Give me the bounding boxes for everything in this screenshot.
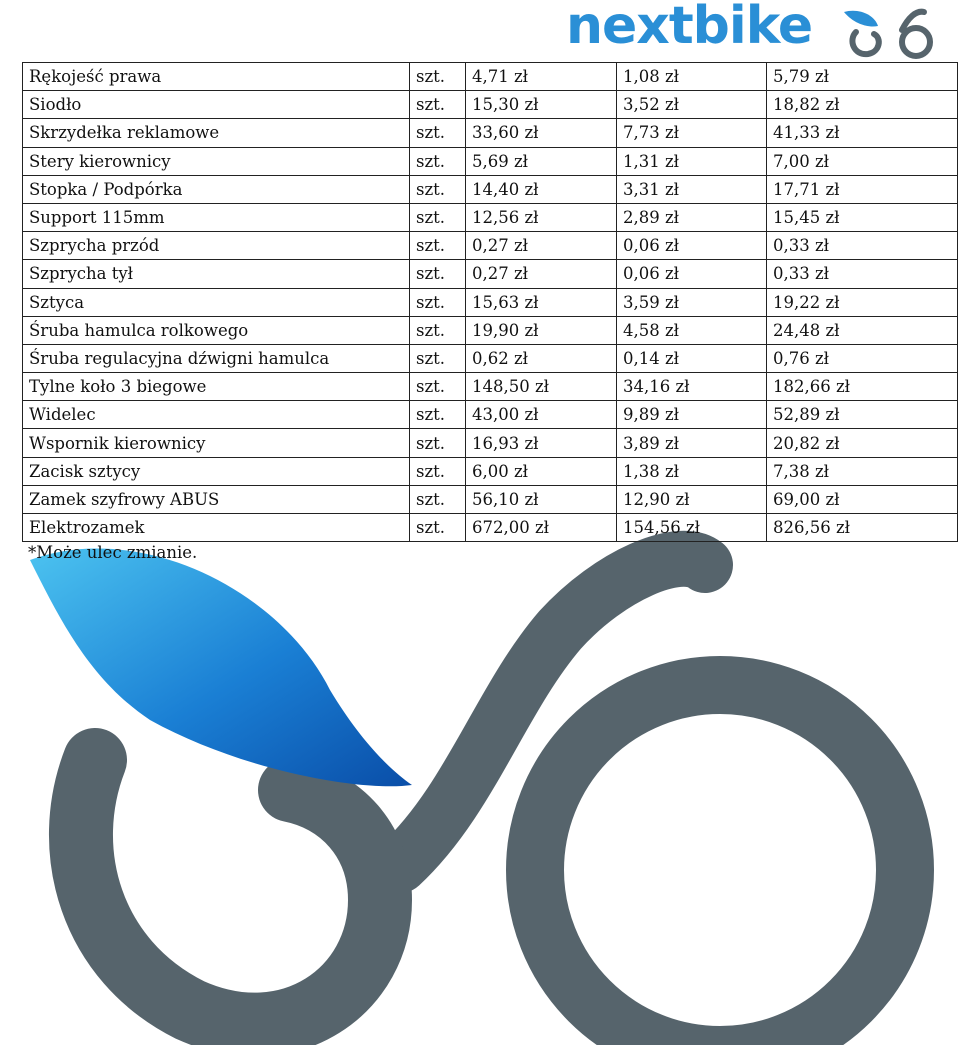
- table-row: [23, 288, 958, 316]
- net-price-cell: 15,63 zł: [466, 288, 617, 316]
- gross-price-cell: 0,76 zł: [767, 344, 958, 372]
- gross-price-cell: 15,45 zł: [767, 203, 958, 231]
- table-row: [23, 316, 958, 344]
- table-row: [23, 119, 958, 147]
- net-price-cell: 15,30 zł: [466, 91, 617, 119]
- net-price-cell: 43,00 zł: [466, 401, 617, 429]
- part-name-cell: Szprycha tył: [23, 260, 410, 288]
- part-name-cell: Support 115mm: [23, 203, 410, 231]
- vat-amount-cell: 12,90 zł: [617, 485, 767, 513]
- unit-cell: szt.: [410, 260, 466, 288]
- gross-price-cell: 19,22 zł: [767, 288, 958, 316]
- table-row: [23, 203, 958, 231]
- net-price-cell: 4,71 zł: [466, 63, 617, 91]
- net-price-cell: 16,93 zł: [466, 429, 617, 457]
- unit-cell: szt.: [410, 485, 466, 513]
- unit-cell: szt.: [410, 429, 466, 457]
- vat-amount-cell: 1,31 zł: [617, 147, 767, 175]
- table-row: [23, 63, 958, 91]
- vat-amount-cell: 4,58 zł: [617, 316, 767, 344]
- net-price-cell: 0,62 zł: [466, 344, 617, 372]
- part-name-cell: Szprycha przód: [23, 232, 410, 260]
- table-row: [23, 457, 958, 485]
- gross-price-cell: 18,82 zł: [767, 91, 958, 119]
- table-row: [23, 260, 958, 288]
- vat-amount-cell: 0,14 zł: [617, 344, 767, 372]
- vat-amount-cell: 3,52 zł: [617, 91, 767, 119]
- unit-cell: szt.: [410, 91, 466, 119]
- gross-price-cell: 0,33 zł: [767, 260, 958, 288]
- gross-price-cell: 69,00 zł: [767, 485, 958, 513]
- net-price-cell: 56,10 zł: [466, 485, 617, 513]
- part-name-cell: Śruba hamulca rolkowego: [23, 316, 410, 344]
- table-row: [23, 232, 958, 260]
- table-row: [23, 344, 958, 372]
- table-row: [23, 401, 958, 429]
- gross-price-cell: 7,38 zł: [767, 457, 958, 485]
- unit-cell: szt.: [410, 457, 466, 485]
- unit-cell: szt.: [410, 147, 466, 175]
- vat-amount-cell: 154,56 zł: [617, 514, 767, 542]
- gross-price-cell: 5,79 zł: [767, 63, 958, 91]
- part-name-cell: Rękojeść prawa: [23, 63, 410, 91]
- net-price-cell: 0,27 zł: [466, 232, 617, 260]
- part-name-cell: Sztyca: [23, 288, 410, 316]
- price-table-body: [23, 63, 958, 542]
- part-name-cell: Skrzydełka reklamowe: [23, 119, 410, 147]
- gross-price-cell: 826,56 zł: [767, 514, 958, 542]
- part-name-cell: Śruba regulacyjna dźwigni hamulca: [23, 344, 410, 372]
- vat-amount-cell: 1,08 zł: [617, 63, 767, 91]
- gross-price-cell: 24,48 zł: [767, 316, 958, 344]
- unit-cell: szt.: [410, 344, 466, 372]
- vat-amount-cell: 0,06 zł: [617, 232, 767, 260]
- gross-price-cell: 52,89 zł: [767, 401, 958, 429]
- unit-cell: szt.: [410, 514, 466, 542]
- footnote: *Może ulec zmianie.: [28, 543, 198, 562]
- net-price-cell: 33,60 zł: [466, 119, 617, 147]
- part-name-cell: Stery kierownicy: [23, 147, 410, 175]
- part-name-cell: Tylne koło 3 biegowe: [23, 373, 410, 401]
- unit-cell: szt.: [410, 232, 466, 260]
- vat-amount-cell: 2,89 zł: [617, 203, 767, 231]
- table-row: [23, 485, 958, 513]
- gross-price-cell: 17,71 zł: [767, 175, 958, 203]
- vat-amount-cell: 0,06 zł: [617, 260, 767, 288]
- unit-cell: szt.: [410, 119, 466, 147]
- unit-cell: szt.: [410, 288, 466, 316]
- unit-cell: szt.: [410, 316, 466, 344]
- table-row: [23, 147, 958, 175]
- logo-wordmark: nextbike: [566, 0, 813, 56]
- gross-price-cell: 0,33 zł: [767, 232, 958, 260]
- table-row: [23, 429, 958, 457]
- net-price-cell: 14,40 zł: [466, 175, 617, 203]
- vat-amount-cell: 1,38 zł: [617, 457, 767, 485]
- net-price-cell: 5,69 zł: [466, 147, 617, 175]
- net-price-cell: 12,56 zł: [466, 203, 617, 231]
- unit-cell: szt.: [410, 373, 466, 401]
- net-price-cell: 148,50 zł: [466, 373, 617, 401]
- unit-cell: szt.: [410, 63, 466, 91]
- nextbike-logo: [566, 2, 946, 62]
- bike-icon: [836, 4, 946, 60]
- gross-price-cell: 41,33 zł: [767, 119, 958, 147]
- table-row: [23, 514, 958, 542]
- part-name-cell: Wspornik kierownicy: [23, 429, 410, 457]
- unit-cell: szt.: [410, 401, 466, 429]
- price-table: [22, 62, 958, 542]
- net-price-cell: 6,00 zł: [466, 457, 617, 485]
- vat-amount-cell: 9,89 zł: [617, 401, 767, 429]
- part-name-cell: Elektrozamek: [23, 514, 410, 542]
- part-name-cell: Zamek szyfrowy ABUS: [23, 485, 410, 513]
- table-row: [23, 91, 958, 119]
- vat-amount-cell: 3,89 zł: [617, 429, 767, 457]
- gross-price-cell: 20,82 zł: [767, 429, 958, 457]
- vat-amount-cell: 7,73 zł: [617, 119, 767, 147]
- part-name-cell: Widelec: [23, 401, 410, 429]
- gross-price-cell: 182,66 zł: [767, 373, 958, 401]
- net-price-cell: 19,90 zł: [466, 316, 617, 344]
- unit-cell: szt.: [410, 203, 466, 231]
- vat-amount-cell: 34,16 zł: [617, 373, 767, 401]
- vat-amount-cell: 3,59 zł: [617, 288, 767, 316]
- part-name-cell: Siodło: [23, 91, 410, 119]
- table-row: [23, 373, 958, 401]
- net-price-cell: 672,00 zł: [466, 514, 617, 542]
- gross-price-cell: 7,00 zł: [767, 147, 958, 175]
- vat-amount-cell: 3,31 zł: [617, 175, 767, 203]
- net-price-cell: 0,27 zł: [466, 260, 617, 288]
- part-name-cell: Stopka / Podpórka: [23, 175, 410, 203]
- part-name-cell: Zacisk sztycy: [23, 457, 410, 485]
- unit-cell: szt.: [410, 175, 466, 203]
- table-row: [23, 175, 958, 203]
